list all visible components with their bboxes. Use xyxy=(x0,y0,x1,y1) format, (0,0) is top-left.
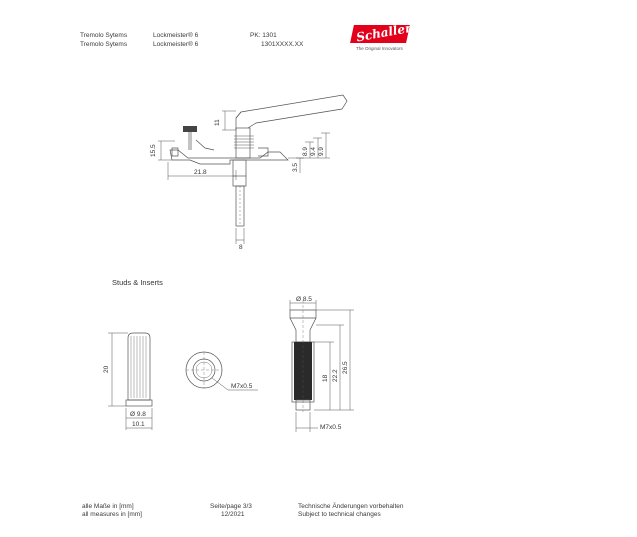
footer-note-en: Subject to technical changes xyxy=(298,511,381,518)
dim-11: 11 xyxy=(214,119,221,126)
stud-thread: M7x0.5 xyxy=(320,424,342,431)
logo-tagline: The Original Innovators xyxy=(356,46,403,51)
header-article-number: 1301XXXX.XX xyxy=(261,41,304,48)
lockmeister-side-view xyxy=(170,95,347,226)
dim-8-5: Ø 8.5 xyxy=(296,296,312,303)
insert-side-view xyxy=(126,333,152,406)
header-model-de: Lockmeister® 6 xyxy=(153,32,199,39)
header-product-line-de: Tremolo Sytems xyxy=(80,32,128,39)
section-title-studs-inserts: Studs & Inserts xyxy=(112,278,163,287)
dim-8: 8 xyxy=(239,244,243,251)
dim-18: 18 xyxy=(322,374,329,382)
dim-9-9: 9.9 xyxy=(318,146,325,156)
dim-21-8: 21.8 xyxy=(194,169,207,176)
dim-8-9: 8.9 xyxy=(302,146,309,156)
header-product-line-en: Tremolo Sytems xyxy=(80,41,128,48)
dim-9-8: Ø 9.8 xyxy=(130,411,146,418)
logo-brand: Schaller xyxy=(355,20,413,45)
insert-thread: M7x0.5 xyxy=(231,383,253,390)
footer-measures-de: alle Maße in [mm] xyxy=(82,503,134,510)
dim-22-2: 22.2 xyxy=(332,369,339,382)
footer-page: Seite/page 3/3 xyxy=(210,503,252,510)
dim-9-4: 9.4 xyxy=(310,146,317,156)
footer-note-de: Technische Änderungen vorbehalten xyxy=(298,503,404,510)
dim-10-1: 10.1 xyxy=(132,421,145,428)
dim-20: 20 xyxy=(103,365,110,373)
dim-15-5: 15.5 xyxy=(150,144,157,157)
footer-date: 12/2021 xyxy=(221,511,245,518)
dim-26-5: 26.5 xyxy=(342,361,349,374)
header-model-en: Lockmeister® 6 xyxy=(153,41,199,48)
dim-3-5: 3.5 xyxy=(292,162,299,172)
header-pk: PK: 1301 xyxy=(250,32,277,39)
stud-side-view xyxy=(290,300,316,412)
footer-measures-en: all measures in [mm] xyxy=(82,511,142,518)
